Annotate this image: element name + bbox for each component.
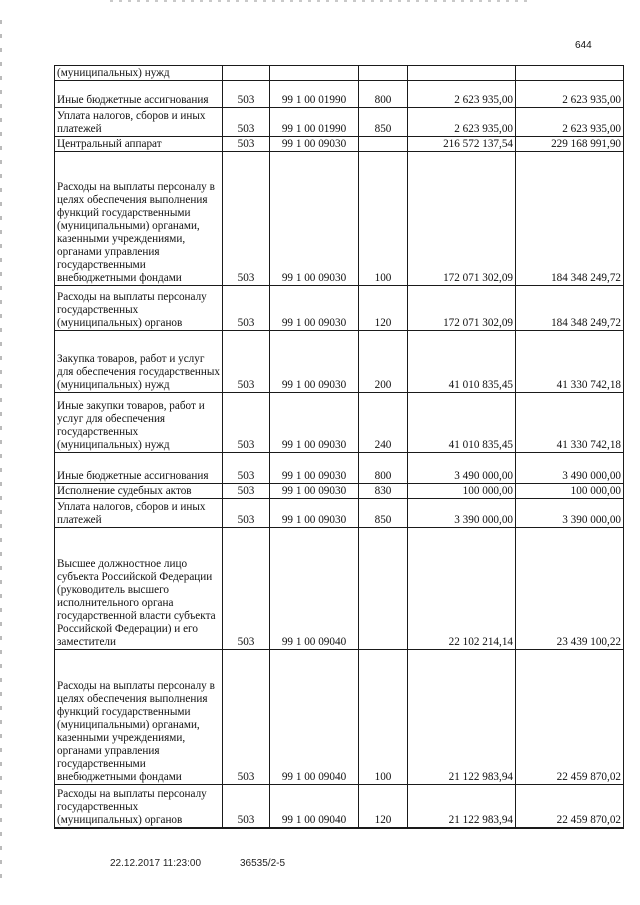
amount-year-1: 3 390 000,00 xyxy=(408,499,516,528)
target-article-code: 99 1 00 09030 xyxy=(270,499,359,528)
amount-year-1: 21 122 983,94 xyxy=(408,650,516,785)
section-code: 503 xyxy=(223,785,270,828)
table-row xyxy=(55,81,624,108)
expense-type-code: 240 xyxy=(359,393,408,453)
item-name: Высшее должностное лицо субъекта Российской Федерации (руководитель высшего исполнительного органа государственной власти субъекта Российской Федерации) и его заместители xyxy=(55,528,223,650)
table-row xyxy=(55,66,624,81)
item-name: Центральный аппарат xyxy=(55,137,223,152)
item-name: Иные бюджетные ассигнования xyxy=(55,81,223,108)
amount-year-2 xyxy=(516,66,624,81)
amount-year-1: 21 122 983,94 xyxy=(408,785,516,828)
section-code: 503 xyxy=(223,108,270,137)
item-name: (муниципальных) нужд xyxy=(55,66,223,81)
expense-type-code: 800 xyxy=(359,81,408,108)
table-row xyxy=(55,108,624,137)
section-code: 503 xyxy=(223,650,270,785)
table-row xyxy=(55,137,624,152)
amount-year-1: 172 071 302,09 xyxy=(408,286,516,331)
budget-table xyxy=(54,65,624,829)
table-row xyxy=(55,484,624,499)
table-row xyxy=(55,528,624,650)
amount-year-2: 3 490 000,00 xyxy=(516,453,624,484)
expense-type-code: 200 xyxy=(359,331,408,393)
expense-type-code xyxy=(359,528,408,650)
scan-artifact xyxy=(110,0,530,2)
section-code: 503 xyxy=(223,499,270,528)
table-row xyxy=(55,393,624,453)
amount-year-1: 3 490 000,00 xyxy=(408,453,516,484)
amount-year-2: 22 459 870,02 xyxy=(516,650,624,785)
expense-type-code xyxy=(359,137,408,152)
amount-year-2: 41 330 742,18 xyxy=(516,393,624,453)
target-article-code: 99 1 00 09040 xyxy=(270,528,359,650)
section-code: 503 xyxy=(223,286,270,331)
section-code xyxy=(223,66,270,81)
section-code: 503 xyxy=(223,137,270,152)
item-name: Расходы на выплаты персоналу в целях обеспечения выполнения функций государственными (муниципальными) органами, казенными учреждениями, органами управления государственными внебюджетными фондами xyxy=(55,152,223,286)
table-row xyxy=(55,152,624,286)
item-name: Расходы на выплаты персоналу государственных (муниципальных) органов xyxy=(55,785,223,828)
item-name: Иные закупки товаров, работ и услуг для обеспечения государственных (муниципальных) нужд xyxy=(55,393,223,453)
amount-year-1: 172 071 302,09 xyxy=(408,152,516,286)
target-article-code: 99 1 00 09030 xyxy=(270,484,359,499)
target-article-code: 99 1 00 09030 xyxy=(270,453,359,484)
amount-year-2: 22 459 870,02 xyxy=(516,785,624,828)
target-article-code: 99 1 00 09030 xyxy=(270,331,359,393)
expense-type-code: 120 xyxy=(359,785,408,828)
section-code: 503 xyxy=(223,484,270,499)
table-row xyxy=(55,286,624,331)
amount-year-1: 216 572 137,54 xyxy=(408,137,516,152)
section-code: 503 xyxy=(223,393,270,453)
item-name: Расходы на выплаты персоналу в целях обеспечения выполнения функций государственными (муниципальными) органами, казенными учреждениями, органами управления государственными внебюджетными фондами xyxy=(55,650,223,785)
table-row xyxy=(55,650,624,785)
amount-year-2: 23 439 100,22 xyxy=(516,528,624,650)
scan-margin-artifact xyxy=(0,20,2,880)
item-name: Уплата налогов, сборов и иных платежей xyxy=(55,108,223,137)
expense-type-code: 850 xyxy=(359,499,408,528)
item-name: Закупка товаров, работ и услуг для обеспечения государственных (муниципальных) нужд xyxy=(55,331,223,393)
amount-year-1: 100 000,00 xyxy=(408,484,516,499)
amount-year-2: 184 348 249,72 xyxy=(516,152,624,286)
expense-type-code: 100 xyxy=(359,152,408,286)
amount-year-2: 184 348 249,72 xyxy=(516,286,624,331)
amount-year-2: 100 000,00 xyxy=(516,484,624,499)
expense-type-code: 120 xyxy=(359,286,408,331)
amount-year-2: 2 623 935,00 xyxy=(516,81,624,108)
section-code: 503 xyxy=(223,453,270,484)
section-code: 503 xyxy=(223,528,270,650)
amount-year-1: 22 102 214,14 xyxy=(408,528,516,650)
expense-type-code: 850 xyxy=(359,108,408,137)
amount-year-2: 2 623 935,00 xyxy=(516,108,624,137)
table-row xyxy=(55,785,624,828)
expense-type-code: 100 xyxy=(359,650,408,785)
target-article-code: 99 1 00 09040 xyxy=(270,650,359,785)
page-number: 644 xyxy=(575,40,592,51)
target-article-code: 99 1 00 09030 xyxy=(270,393,359,453)
amount-year-1: 2 623 935,00 xyxy=(408,81,516,108)
section-code: 503 xyxy=(223,152,270,286)
expense-type-code: 800 xyxy=(359,453,408,484)
amount-year-1: 41 010 835,45 xyxy=(408,331,516,393)
item-name: Иные бюджетные ассигнования xyxy=(55,453,223,484)
target-article-code: 99 1 00 09040 xyxy=(270,785,359,828)
section-code: 503 xyxy=(223,331,270,393)
target-article-code: 99 1 00 01990 xyxy=(270,108,359,137)
target-article-code: 99 1 00 01990 xyxy=(270,81,359,108)
amount-year-2: 3 390 000,00 xyxy=(516,499,624,528)
amount-year-1: 2 623 935,00 xyxy=(408,108,516,137)
expense-type-code xyxy=(359,66,408,81)
target-article-code: 99 1 00 09030 xyxy=(270,137,359,152)
amount-year-1: 41 010 835,45 xyxy=(408,393,516,453)
target-article-code: 99 1 00 09030 xyxy=(270,286,359,331)
amount-year-1 xyxy=(408,66,516,81)
item-name: Расходы на выплаты персоналу государственных (муниципальных) органов xyxy=(55,286,223,331)
footer-document-code: 36535/2-5 xyxy=(240,858,286,869)
table-row xyxy=(55,331,624,393)
item-name: Исполнение судебных актов xyxy=(55,484,223,499)
amount-year-2: 41 330 742,18 xyxy=(516,331,624,393)
amount-year-2: 229 168 991,90 xyxy=(516,137,624,152)
footer-timestamp: 22.12.2017 11:23:00 xyxy=(110,858,202,869)
target-article-code xyxy=(270,66,359,81)
item-name: Уплата налогов, сборов и иных платежей xyxy=(55,499,223,528)
section-code: 503 xyxy=(223,81,270,108)
expense-type-code: 830 xyxy=(359,484,408,499)
table-row xyxy=(55,499,624,528)
target-article-code: 99 1 00 09030 xyxy=(270,152,359,286)
table-row xyxy=(55,453,624,484)
